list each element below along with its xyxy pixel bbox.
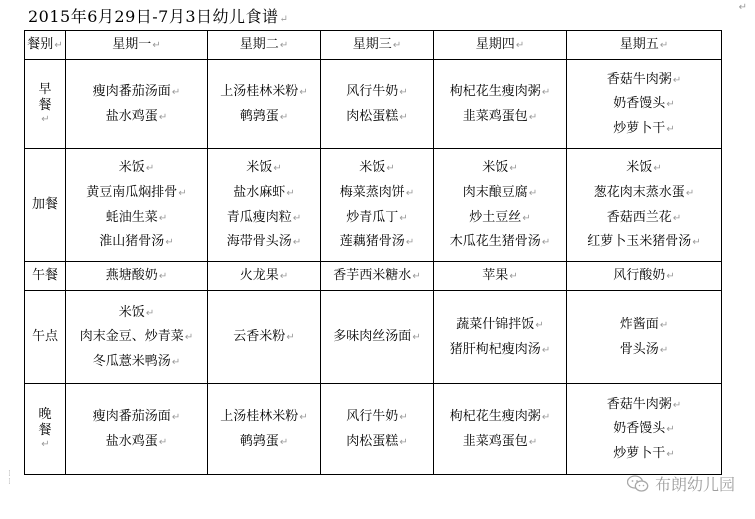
paragraph-mark-icon: ↵ [171,411,181,423]
paragraph-mark-icon: ↵ [522,212,531,224]
dish-line [323,234,431,250]
dish-name: 米饭 [246,160,273,176]
meal-label: 晚 餐 ↵ [38,406,52,450]
dish-line [210,234,318,250]
paragraph-mark-icon: ↵ [158,436,168,448]
paragraph-mark-icon: ↵ [659,344,669,356]
meal-label: 早 餐 ↵ [38,81,52,125]
menu-cell-monday [66,262,208,291]
dish-name: 葱花肉末蒸水蛋 [593,184,685,200]
paragraph-mark-icon: ↵ [541,86,551,98]
dish-name: 韭菜鸡蛋包 [462,108,528,124]
paragraph-mark-icon: ↵ [158,271,168,283]
dish-line [210,160,318,176]
menu-cell-thursday [434,262,567,291]
dish-name: 青瓜瘦肉粒 [226,209,292,225]
menu-cell-wednesday [321,384,434,475]
dish-line [436,210,564,226]
dish-line [323,84,431,100]
dish-name: 枸杞花生瘦肉粥 [449,83,541,99]
dish-name: 米饭 [118,160,145,176]
dish-line [210,409,318,425]
dish-name: 肉末酿豆腐 [462,184,528,200]
paragraph-mark-icon: ↵ [399,212,408,224]
paragraph-mark-icon: ↵ [399,411,408,423]
menu-cell-friday [567,60,722,149]
dish-line [323,185,431,201]
dish-name: 苹果 [482,268,509,284]
dish-line [569,185,719,201]
paragraph-mark-icon: ↵ [666,123,675,135]
dish-line [569,160,719,176]
dish-line [68,305,205,321]
dish-list [208,80,320,128]
paragraph-mark-icon: ↵ [541,237,551,249]
paragraph-mark-icon: ↵ [145,307,155,319]
menu-cell-thursday [434,291,567,384]
dish-list [66,80,207,128]
dish-line [436,434,564,450]
dish-line [569,121,719,137]
dish-line [68,160,205,176]
dish-line [210,185,318,201]
paragraph-mark-icon: ↵ [666,448,675,460]
header-day-monday: 星期一↵ [66,31,208,60]
dish-name: 枸杞花生瘦肉粥 [449,408,541,424]
menu-row-dinner [25,384,722,475]
margin-marks: ⁞ ⁞ [8,469,11,487]
dish-name: 淮山猪骨汤 [99,234,165,250]
dish-list [567,393,721,466]
dish-name: 瘦肉番茄汤面 [92,408,171,424]
dish-name: 米饭 [359,160,386,176]
watermark-text: 布朗幼儿园 [654,475,735,494]
dish-name: 风行牛奶 [346,83,399,99]
dish-name: 炒土豆丝 [469,209,522,225]
menu-body [25,60,722,475]
dish-line [68,329,205,345]
paragraph-mark-icon: ↵ [165,237,174,249]
paragraph-mark-icon: ↵ [528,111,538,123]
dish-name: 火龙果 [239,268,279,284]
paragraph-mark-icon: ↵ [399,436,408,448]
dish-list [321,405,433,453]
dish-line [323,210,431,226]
dish-list [208,405,320,453]
dish-list [434,264,566,288]
dish-list [321,156,433,253]
dish-line [436,268,564,284]
dish-line [436,109,564,125]
dish-name: 风行牛奶 [346,408,399,424]
dish-line [323,409,431,425]
dish-line [569,397,719,413]
dish-name: 多味肉丝汤面 [333,329,412,345]
meal-label: 加餐 [31,197,58,213]
menu-row-afternoon-snack [25,291,722,384]
paragraph-mark-icon: ↵ [405,187,415,199]
paragraph-mark-icon: ↵ [412,271,421,283]
dish-name: 海带骨头汤 [226,234,292,250]
dish-name: 蔬菜什锦拌饭 [456,316,535,332]
menu-cell-friday [567,149,722,262]
menu-cell-monday [66,60,208,149]
paragraph-mark-icon: ↵ [412,332,421,344]
dish-list [208,325,320,349]
page-title [28,4,288,27]
dish-name: 冬瓜薏米鸭汤 [92,353,171,369]
paragraph-mark-icon: ↵ [528,187,538,199]
paragraph-mark-icon: ↵ [685,187,695,199]
paragraph-mark-icon: ↵ [171,86,181,98]
dish-name: 米饭 [626,160,653,176]
dish-line [68,434,205,450]
dish-line [569,421,719,437]
paragraph-mark-icon: ↵ [279,14,289,25]
dish-list [567,264,721,288]
dish-line [569,446,719,462]
paragraph-mark-icon: ↵ [171,356,181,368]
dish-name: 鹌鹑蛋 [239,433,279,449]
dish-list [66,405,207,453]
dish-line [569,234,719,250]
paragraph-mark-icon: ↵ [286,332,295,344]
dish-line [68,185,205,201]
dish-name: 米饭 [482,160,509,176]
paragraph-mark-icon: ↵ [292,237,302,249]
dish-line [210,84,318,100]
menu-row-snack [25,149,722,262]
dish-list [208,156,320,253]
dish-line [569,96,719,112]
dish-name: 肉松蛋糕 [346,108,399,124]
dish-line [436,234,564,250]
watermark [627,472,735,495]
dish-line [436,160,564,176]
paragraph-mark-icon: ↵ [528,436,538,448]
dish-line [210,268,318,284]
meal-label-cell [25,60,66,149]
dish-name: 香芋西米糖水 [333,268,412,284]
menu-cell-wednesday [321,291,434,384]
paragraph-mark-icon: ↵ [299,86,308,98]
dish-name: 奶香馒头 [613,421,666,437]
dish-line [323,268,431,284]
menu-cell-thursday [434,149,567,262]
paragraph-mark-icon: ↵ [286,187,295,199]
menu-cell-tuesday [208,262,321,291]
paragraph-mark-icon: ↵ [666,271,675,283]
dish-list [66,264,207,288]
dish-list [321,264,433,288]
menu-table [24,30,722,475]
meal-label: 午餐 [31,268,58,284]
meal-label: 午点 [31,329,58,345]
dish-name: 莲藕猪骨汤 [339,234,405,250]
menu-row-noon [25,262,722,291]
wechat-bubbles-icon [627,475,649,493]
dish-name: 瘦肉番茄汤面 [92,83,171,99]
paragraph-mark-icon: ↵ [672,212,682,224]
paragraph-mark-icon: ↵ [405,237,415,249]
dish-line [569,268,719,284]
dish-list [321,80,433,128]
paragraph-mark-icon: ↵ [541,344,551,356]
dish-name: 香菇牛肉粥 [606,396,672,412]
dish-name: 韭菜鸡蛋包 [462,433,528,449]
menu-cell-friday [567,262,722,291]
header-day-friday: 星期五↵ [567,31,722,60]
header-row [25,31,722,60]
paragraph-mark-icon: ↵ [184,332,194,344]
header-meal-column: 餐别↵ [25,31,66,60]
dish-line [436,409,564,425]
dish-name: 炒青瓜丁 [346,209,399,225]
menu-cell-friday [567,384,722,475]
dish-line [68,268,205,284]
paragraph-mark-icon: ↵ [666,424,675,436]
dish-line [323,329,431,345]
dish-name: 盐水鸡蛋 [105,108,158,124]
menu-cell-tuesday [208,149,321,262]
dish-name: 鹌鹑蛋 [239,108,279,124]
paragraph-mark-icon: ↵ [535,319,544,331]
header-day-thursday: 星期四↵ [434,31,567,60]
paragraph-mark-icon: ↵ [158,111,168,123]
paragraph-mark-icon: ↵ [158,212,168,224]
meal-label-cell [25,262,66,291]
paragraph-mark-icon: ↵ [178,187,187,199]
dish-name: 肉末金豆、炒青菜 [79,329,184,345]
meal-label-cell [25,384,66,475]
dish-line [68,354,205,370]
dish-list [567,313,721,361]
dish-line [210,210,318,226]
dish-line [323,109,431,125]
dish-name: 风行酸奶 [613,268,666,284]
title-text: 2015年6月29日-7月3日幼儿食谱 [28,7,279,26]
dish-line [436,185,564,201]
dish-line [68,409,205,425]
dish-list [567,156,721,253]
meal-label-cell [25,291,66,384]
dish-name: 香菇西兰花 [606,209,672,225]
dish-name: 云香米粉 [233,329,286,345]
paragraph-mark-icon: ↵ [653,163,662,175]
paragraph-mark-icon: ↵ [399,111,408,123]
menu-cell-wednesday [321,60,434,149]
menu-cell-tuesday [208,60,321,149]
dish-name: 蚝油生菜 [105,209,158,225]
dish-line [569,317,719,333]
dish-name: 猪肝枸杞瘦肉汤 [449,341,541,357]
dish-line [210,329,318,345]
dish-line [323,160,431,176]
paragraph-mark-icon: ↵ [273,163,282,175]
paragraph-mark-icon: ↵ [672,399,682,411]
menu-cell-thursday [434,60,567,149]
paragraph-mark-icon: ↵ [541,411,551,423]
dish-name: 骨头汤 [619,341,659,357]
paragraph-mark-icon: ↵ [738,2,747,13]
menu-cell-thursday [434,384,567,475]
menu-cell-tuesday [208,384,321,475]
paragraph-mark-icon: ↵ [292,212,302,224]
dish-name: 炒萝卜干 [613,120,666,136]
dish-name: 黄豆南瓜焖排骨 [86,184,178,200]
dish-list [434,80,566,128]
dish-name: 梅菜蒸肉饼 [339,184,405,200]
dish-list [66,156,207,253]
menu-row-breakfast [25,60,722,149]
menu-cell-wednesday [321,262,434,291]
dish-name: 盐水麻虾 [233,184,286,200]
header-day-tuesday: 星期二↵ [208,31,321,60]
dish-name: 红萝卜玉米猪骨汤 [587,234,692,250]
dish-line [569,210,719,226]
dish-name: 木瓜花生猪骨汤 [449,234,541,250]
dish-list [567,68,721,141]
header-day-wednesday: 星期三↵ [321,31,434,60]
dish-name: 燕塘酸奶 [105,268,158,284]
paragraph-mark-icon: ↵ [279,111,289,123]
dish-line [68,84,205,100]
dish-list [208,264,320,288]
dish-name: 炸酱面 [619,316,659,332]
menu-cell-monday [66,149,208,262]
dish-line [68,234,205,250]
paragraph-mark-icon: ↵ [509,163,518,175]
paragraph-mark-icon: ↵ [299,411,308,423]
paragraph-mark-icon: ↵ [692,237,701,249]
menu-cell-friday [567,291,722,384]
dish-line [210,109,318,125]
dish-list [434,156,566,253]
dish-name: 炒萝卜干 [613,445,666,461]
paragraph-mark-icon: ↵ [279,271,289,283]
paragraph-mark-icon: ↵ [509,271,518,283]
menu-cell-tuesday [208,291,321,384]
menu-cell-monday [66,291,208,384]
dish-line [210,434,318,450]
dish-name: 上汤桂林米粉 [220,83,299,99]
dish-line [436,317,564,333]
dish-line [68,210,205,226]
dish-list [434,313,566,361]
dish-name: 肉松蛋糕 [346,433,399,449]
dish-name: 奶香馒头 [613,96,666,112]
paragraph-mark-icon: ↵ [386,163,395,175]
paragraph-mark-icon: ↵ [279,436,289,448]
dish-line [436,342,564,358]
paragraph-mark-icon: ↵ [672,74,682,86]
paragraph-mark-icon: ↵ [145,163,155,175]
dish-list [434,405,566,453]
dish-line [569,342,719,358]
menu-cell-monday [66,384,208,475]
menu-cell-wednesday [321,149,434,262]
dish-name: 上汤桂林米粉 [220,408,299,424]
dish-line [569,72,719,88]
dish-list [321,325,433,349]
paragraph-mark-icon: ↵ [399,86,408,98]
paragraph-mark-icon: ↵ [659,319,669,331]
dish-line [323,434,431,450]
meal-label-cell [25,149,66,262]
dish-line [68,109,205,125]
dish-name: 香菇牛肉粥 [606,71,672,87]
paragraph-mark-icon: ↵ [666,99,675,111]
dish-name: 米饭 [118,304,145,320]
dish-line [436,84,564,100]
dish-name: 盐水鸡蛋 [105,433,158,449]
dish-list [66,301,207,374]
